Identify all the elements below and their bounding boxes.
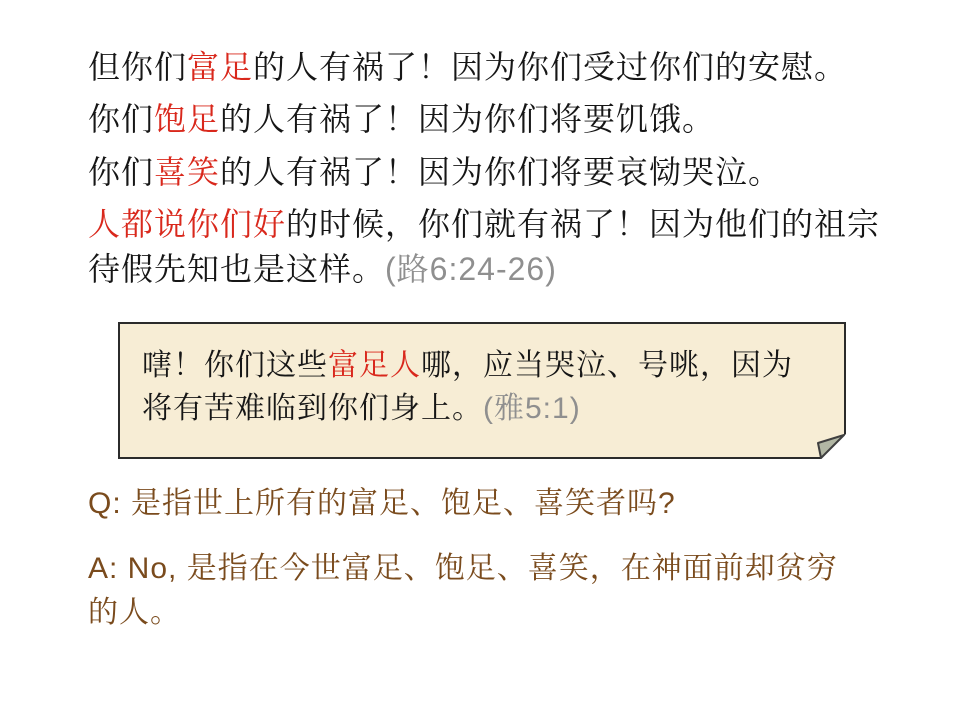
question-line: Q: 是指世上所有的富足、饱足、喜笑者吗?	[88, 487, 676, 520]
scripture-text: 你们	[88, 101, 155, 137]
highlighted-text: 富足	[187, 49, 254, 85]
scripture-text: 的人有祸了！因为你们受过你们的安慰。	[253, 49, 848, 85]
note-text: 哪，应当哭泣、号咷，因为	[421, 349, 793, 382]
scripture-line-4	[88, 206, 880, 243]
scripture-line-3	[88, 154, 781, 191]
scripture-text: 待假先知也是这样。	[88, 251, 386, 287]
note-box	[118, 322, 846, 459]
answer-line-1: A: No, 是指在今世富足、饱足、喜笑，在神面前却贫穷	[88, 552, 838, 585]
scripture-text: 的人有祸了！因为你们将要哀恸哭泣。	[220, 154, 782, 190]
scripture-text: 你们	[88, 154, 155, 190]
scripture-text: 的时候，你们就有祸了！因为他们的祖宗	[286, 206, 881, 242]
folded-corner-icon	[808, 421, 846, 459]
scripture-line-2	[88, 101, 715, 138]
highlighted-text: 喜笑	[154, 154, 221, 190]
verse-reference: (雅5:1)	[483, 392, 581, 425]
note-line-2	[142, 392, 581, 427]
highlighted-text: 人都说你们好	[88, 206, 287, 242]
scripture-text: 但你们	[88, 49, 188, 85]
highlighted-text: 富足人	[328, 349, 421, 382]
answer-line-2: 的人。	[88, 596, 181, 629]
verse-reference: (路6:24-26)	[385, 251, 557, 287]
note-text: 将有苦难临到你们身上。	[142, 392, 483, 425]
scripture-text: 的人有祸了！因为你们将要饥饿。	[220, 101, 716, 137]
note-text: 嗐！你们这些	[142, 349, 328, 382]
note-line-1	[142, 349, 793, 384]
scripture-line-1	[88, 49, 847, 86]
scripture-line-5	[88, 251, 557, 288]
highlighted-text: 饱足	[154, 101, 221, 137]
